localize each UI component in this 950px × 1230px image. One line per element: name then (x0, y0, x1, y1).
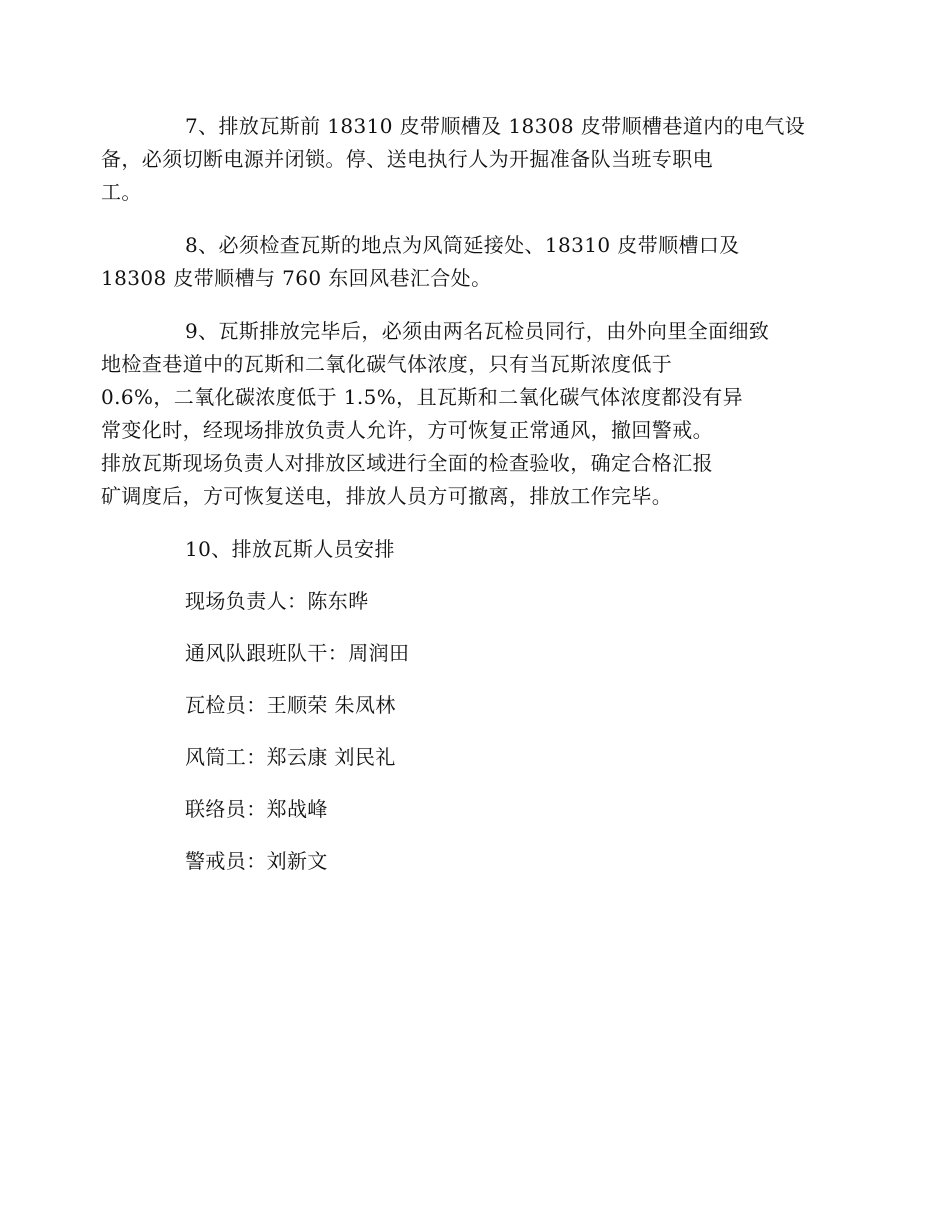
paragraph-line: 7、排放瓦斯前 18310 皮带顺槽及 18308 皮带顺槽巷道内的电气设 (185, 114, 806, 138)
paragraph-line: 地检查巷道中的瓦斯和二氧化碳气体浓度，只有当瓦斯浓度低于 (101, 352, 673, 376)
paragraph-line: 工。 (101, 180, 142, 204)
staff-shift-cadre: 通风队跟班队干：周润田 (185, 641, 410, 665)
paragraph-line: 8、必须检查瓦斯的地点为风筒延接处、18310 皮带顺槽口及 (185, 233, 740, 257)
paragraph-line: 矿调度后，方可恢复送电，排放人员方可撤离，排放工作完毕。 (101, 484, 673, 508)
paragraph-line: 18308 皮带顺槽与 760 东回风巷汇合处。 (101, 266, 492, 290)
paragraph-line: 排放瓦斯现场负责人对排放区域进行全面的检查验收，确定合格汇报 (101, 451, 713, 475)
staff-guard: 警戒员：刘新文 (185, 849, 328, 873)
paragraph-line: 9、瓦斯排放完毕后，必须由两名瓦检员同行，由外向里全面细致 (185, 319, 770, 343)
section-title: 10、排放瓦斯人员安排 (185, 537, 395, 561)
staff-gas-inspectors: 瓦检员：王顺荣 朱凤林 (185, 693, 396, 717)
paragraph-9 (101, 315, 808, 513)
staff-site-leader: 现场负责人：陈东晔 (185, 589, 369, 613)
staff-liaison: 联络员：郑战峰 (185, 797, 328, 821)
paragraph-line: 备，必须切断电源并闭锁。停、送电执行人为开掘准备队当班专职电 (101, 147, 713, 171)
staff-duct-workers: 风筒工：郑云康 刘民礼 (185, 745, 396, 769)
paragraph-line: 常变化时，经现场排放负责人允许，方可恢复正常通风，撤回警戒。 (101, 418, 713, 442)
paragraph-8 (101, 229, 808, 295)
paragraph-line: 0.6%，二氧化碳浓度低于 1.5%，且瓦斯和二氧化碳气体浓度都没有异 (101, 385, 743, 409)
paragraph-7 (101, 110, 808, 209)
